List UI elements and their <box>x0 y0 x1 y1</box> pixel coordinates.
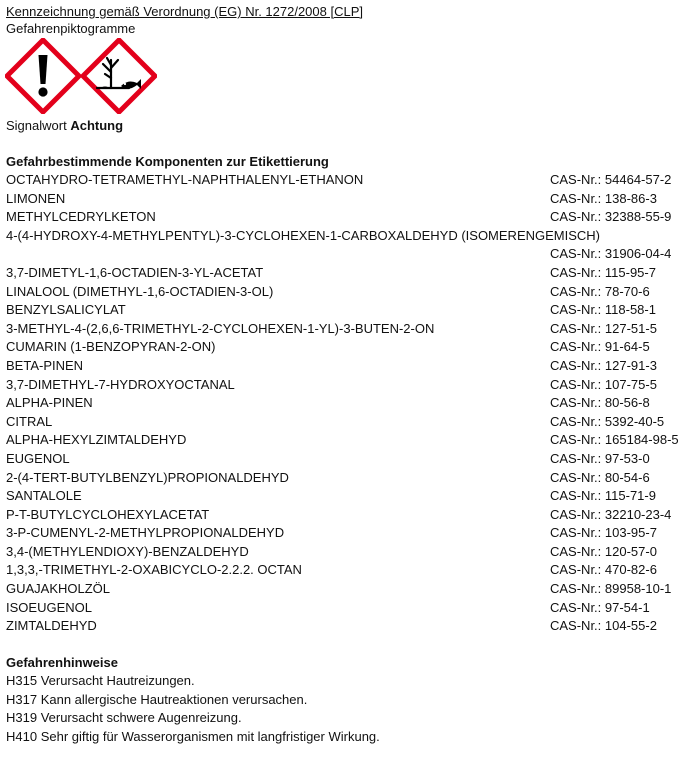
components-list <box>6 171 688 636</box>
component-cas-number: CAS-Nr.: 107-75-5 <box>550 376 657 392</box>
component-name: 4-(4-HYDROXY-4-METHYLPENTYL)-3-CYCLOHEXEN-1-CARBOXALDEHYD (ISOMERENGEMISCH) <box>6 227 601 243</box>
component-cas-number: CAS-Nr.: 104-55-2 <box>550 618 657 634</box>
component-name: 3-P-CUMENYL-2-METHYLPROPIONALDEHYD <box>6 525 285 541</box>
component-row <box>6 264 688 283</box>
component-row <box>6 487 688 506</box>
component-cas-number: CAS-Nr.: 103-95-7 <box>550 525 657 541</box>
component-row <box>6 320 688 339</box>
component-name: LINALOOL (DIMETHYL-1,6-OCTADIEN-3-OL) <box>6 283 274 299</box>
component-row <box>6 283 688 302</box>
signal-word <box>6 118 123 133</box>
component-cas-number: CAS-Nr.: 78-70-6 <box>550 283 650 299</box>
environment-hazard-icon <box>81 38 157 114</box>
signal-word-value: Achtung <box>70 118 124 133</box>
hazard-statement: H410 Sehr giftig für Wasserorganismen mit langfristiger Wirkung. <box>6 728 380 744</box>
component-cas-number: CAS-Nr.: 32210-23-4 <box>550 506 672 522</box>
component-row <box>6 338 688 357</box>
component-row <box>6 376 688 395</box>
component-cas-number: CAS-Nr.: 118-58-1 <box>550 302 656 318</box>
component-name: OCTAHYDRO-TETRAMETHYL-NAPHTHALENYL-ETHANON <box>6 172 364 187</box>
component-row <box>6 394 688 413</box>
component-name: EUGENOL <box>6 450 70 466</box>
component-name: 3-METHYL-4-(2,6,6-TRIMETHYL-2-CYCLOHEXEN-1-YL)-3-BUTEN-2-ON <box>6 320 435 336</box>
component-row <box>6 524 688 543</box>
hazard-statements-list <box>6 672 380 746</box>
component-row <box>6 599 688 618</box>
component-name: 3,7-DIMETYL-1,6-OCTADIEN-3-YL-ACETAT <box>6 264 264 280</box>
component-name: BENZYLSALICYLAT <box>6 302 126 318</box>
component-name: METHYLCEDRYLKETON <box>6 209 156 225</box>
signal-word-label: Signalwort <box>6 118 67 133</box>
component-row <box>6 357 688 376</box>
component-cas-number: CAS-Nr.: 80-56-8 <box>550 395 650 411</box>
component-row <box>6 543 688 562</box>
component-cas-number: CAS-Nr.: 138-86-3 <box>550 190 657 206</box>
component-name: ALPHA-PINEN <box>6 395 93 411</box>
component-cas-number: CAS-Nr.: 97-53-0 <box>550 450 650 466</box>
component-row <box>6 450 688 469</box>
component-cas-number: CAS-Nr.: 470-82-6 <box>550 562 657 578</box>
pictograms-label: Gefahrenpiktogramme <box>6 21 136 36</box>
component-row <box>6 431 688 450</box>
document-title: Kennzeichnung gemäß Verordnung (EG) Nr. 1272/2008 [CLP] <box>6 4 363 19</box>
component-cas-number: CAS-Nr.: 115-71-9 <box>550 488 656 504</box>
component-cas-number: CAS-Nr.: 89958-10-1 <box>550 581 672 597</box>
component-name: P-T-BUTYLCYCLOHEXYLACETAT <box>6 506 210 522</box>
component-row <box>6 190 688 209</box>
component-row <box>6 245 688 264</box>
hazard-statement: H319 Verursacht schwere Augenreizung. <box>6 710 242 726</box>
component-cas-number: CAS-Nr.: 54464-57-2 <box>550 172 672 187</box>
component-name: 1,3,3,-TRIMETHYL-2-OXABICYCLO-2.2.2. OCTAN <box>6 562 302 578</box>
component-name: ZIMTALDEHYD <box>6 618 97 634</box>
component-name: ISOEUGENOL <box>6 599 92 615</box>
hazards-heading: Gefahrenhinweise <box>6 655 118 670</box>
component-name: SANTALOLE <box>6 488 82 504</box>
component-row <box>6 301 688 320</box>
component-name: 3,7-DIMETHYL-7-HYDROXYOCTANAL <box>6 376 235 392</box>
component-name: CITRAL <box>6 413 53 429</box>
component-row <box>6 413 688 432</box>
component-row <box>6 617 688 636</box>
component-cas-number: CAS-Nr.: 91-64-5 <box>550 339 650 355</box>
component-row <box>6 227 688 246</box>
component-row <box>6 171 688 190</box>
component-row <box>6 580 688 599</box>
component-cas-number: CAS-Nr.: 115-95-7 <box>550 264 656 280</box>
component-cas-number: CAS-Nr.: 97-54-1 <box>550 599 650 615</box>
component-name: 2-(4-TERT-BUTYLBENZYL)PROPIONALDEHYD <box>6 469 289 485</box>
component-name: CUMARIN (1-BENZOPYRAN-2-ON) <box>6 339 216 355</box>
component-cas-number: CAS-Nr.: 80-54-6 <box>550 469 650 485</box>
component-name: LIMONEN <box>6 190 66 206</box>
component-row <box>6 208 688 227</box>
component-cas-number: CAS-Nr.: 32388-55-9 <box>550 209 672 225</box>
component-row <box>6 561 688 580</box>
component-name: ALPHA-HEXYLZIMTALDEHYD <box>6 432 187 448</box>
hazard-statement: H317 Kann allergische Hautreaktionen verursachen. <box>6 691 308 707</box>
component-cas-number: CAS-Nr.: 120-57-0 <box>550 543 657 559</box>
component-name: GUAJAKHOLZÖL <box>6 581 111 597</box>
hazard-statement: H315 Verursacht Hautreizungen. <box>6 673 195 688</box>
component-cas-number: CAS-Nr.: 5392-40-5 <box>550 413 665 429</box>
component-name: BETA-PINEN <box>6 357 84 373</box>
component-cas-number: CAS-Nr.: 31906-04-4 <box>550 246 672 262</box>
component-row <box>6 506 688 525</box>
component-row <box>6 469 688 488</box>
component-cas-number: CAS-Nr.: 127-91-3 <box>550 357 657 373</box>
component-name: 3,4-(METHYLENDIOXY)-BENZALDEHYD <box>6 543 249 559</box>
components-heading: Gefahrbestimmende Komponenten zur Etikettierung <box>6 154 329 169</box>
component-cas-number: CAS-Nr.: 165184-98-5 <box>550 432 679 448</box>
exclamation-mark-icon <box>5 38 81 114</box>
component-cas-number: CAS-Nr.: 127-51-5 <box>550 320 657 336</box>
